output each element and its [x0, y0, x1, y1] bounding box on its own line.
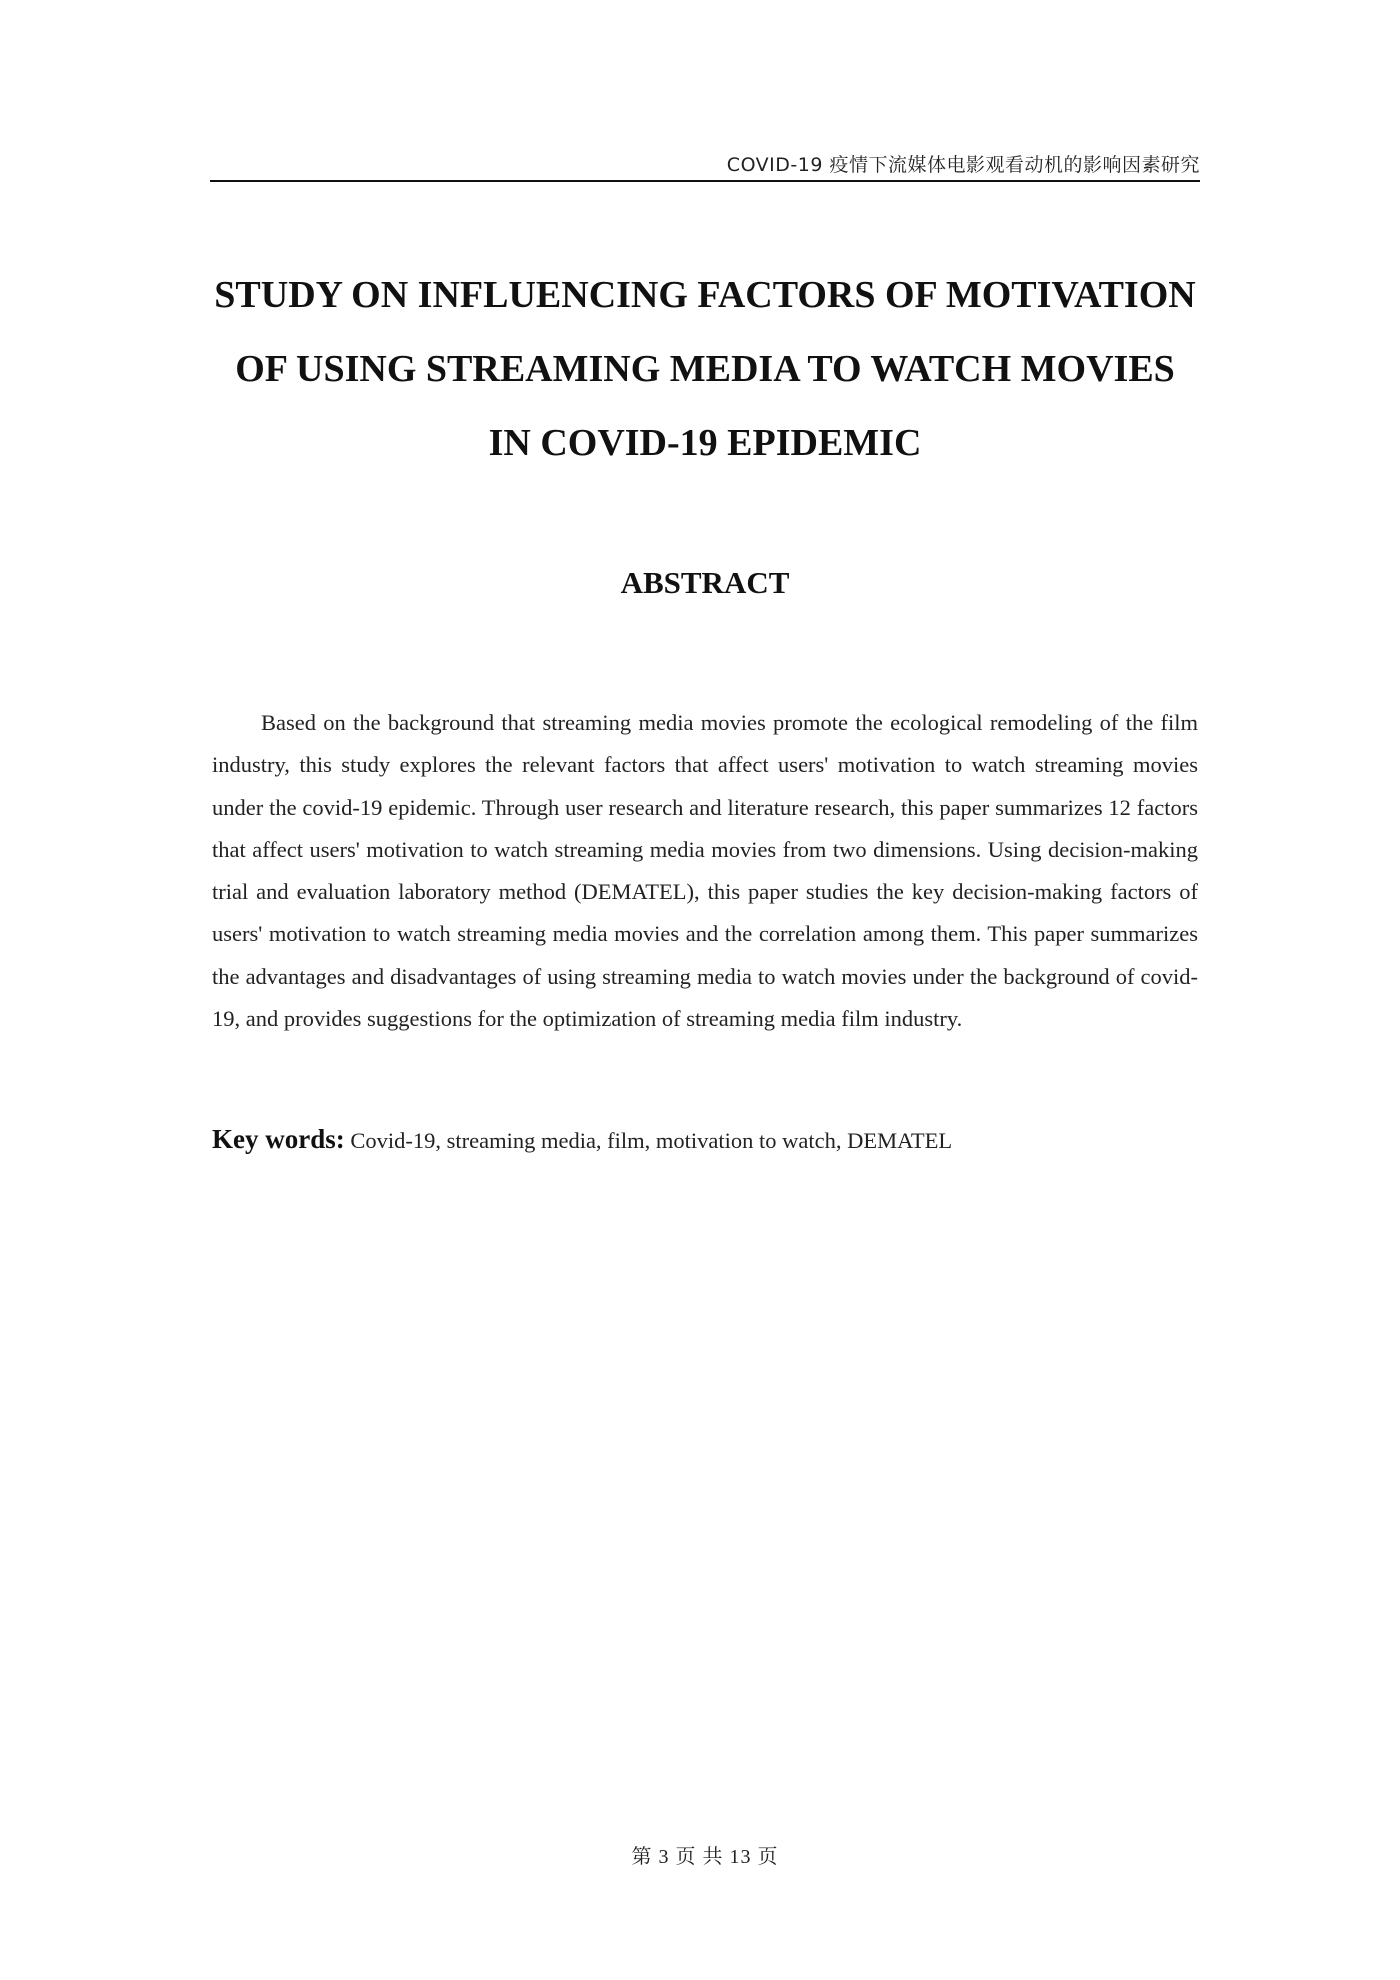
header-rule [210, 180, 1200, 182]
paper-title-line-2: OF USING STREAMING MEDIA TO WATCH MOVIES [235, 348, 1175, 390]
abstract-body: Based on the background that streaming media movies promote the ecological remodeling of the film industry, this study explores the relevant factors that affect users' motivation to watch streaming movies under the covid-19 epidemic. Through user research and literature research, this paper summarizes 12 factors that affect users' motivation to watch streaming media movies from two dimensions. Using decision-making trial and evaluation laboratory method (DEMATEL), this paper studies the key decision-making factors of users' motivation to watch streaming media movies and the correlation among them. This paper summarizes the advantages and disadvantages of using streaming media to watch movies under the background of covid-19, and provides suggestions for the optimization of streaming media film industry. [212, 710, 1198, 1032]
abstract-heading: ABSTRACT [620, 565, 790, 600]
paper-title [200, 258, 1210, 480]
paper-title-line-3: IN COVID-19 EPIDEMIC [488, 422, 922, 464]
keywords-label: Key words: [212, 1124, 345, 1154]
paper-title-line-1: STUDY ON INFLUENCING FACTORS OF MOTIVATION [214, 274, 1196, 316]
keywords-text: Covid-19, streaming media, film, motivation to watch, DEMATEL [350, 1128, 953, 1153]
keywords [212, 1124, 1198, 1155]
running-header: COVID-19 疫情下流媒体电影观看动机的影响因素研究 [726, 154, 1200, 176]
page-number: 第 3 页 共 13 页 [631, 1846, 779, 1868]
